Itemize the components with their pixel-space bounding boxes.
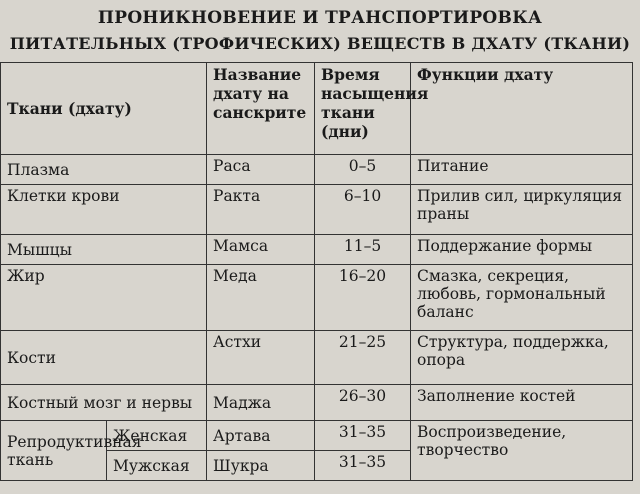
cell-sanskrit: Шукра xyxy=(207,451,315,481)
cell-time: 31–35 xyxy=(315,451,411,481)
cell-function: Смазка, секреция, любовь, гормональный баланс xyxy=(411,265,633,331)
table-row xyxy=(1,331,633,385)
cell-function: Структура, поддержка, опора xyxy=(411,331,633,385)
cell-tissue: Мышцы xyxy=(1,235,207,265)
cell-tissue: Клетки крови xyxy=(1,185,207,235)
cell-time: 11–5 xyxy=(315,235,411,265)
table-row xyxy=(1,265,633,331)
table-row xyxy=(1,421,633,451)
cell-sanskrit: Мамса xyxy=(207,235,315,265)
cell-function: Прилив сил, циркуляция праны xyxy=(411,185,633,235)
cell-sanskrit: Раса xyxy=(207,155,315,185)
cell-time: 26–30 xyxy=(315,385,411,421)
cell-sanskrit: Артава xyxy=(207,421,315,451)
cell-time: 16–20 xyxy=(315,265,411,331)
page-subtitle: ПИТАТЕЛЬНЫХ (ТРОФИЧЕСКИХ) ВЕЩЕСТВ В ДХАТУ (ТКАНИ) xyxy=(9,34,631,53)
cell-tissue-reproductive: Репродуктивная ткань xyxy=(1,421,107,481)
header-sanskrit: Название дхату на санскрите xyxy=(207,63,315,155)
header-tissue: Ткани (дхату) xyxy=(1,63,207,155)
cell-subtype-male: Мужская xyxy=(107,451,207,481)
cell-time: 6–10 xyxy=(315,185,411,235)
cell-tissue: Костный мозг и нервы xyxy=(1,385,207,421)
cell-time: 31–35 xyxy=(315,421,411,451)
cell-subtype-female: Женская xyxy=(107,421,207,451)
table-row xyxy=(1,385,633,421)
cell-sanskrit: Астхи xyxy=(207,331,315,385)
table-row xyxy=(1,155,633,185)
header-functions: Функции дхату xyxy=(411,63,633,155)
cell-time: 21–25 xyxy=(315,331,411,385)
cell-function: Заполнение костей xyxy=(411,385,633,421)
table-row xyxy=(1,185,633,235)
cell-sanskrit: Меда xyxy=(207,265,315,331)
cell-tissue: Плазма xyxy=(1,155,207,185)
cell-time: 0–5 xyxy=(315,155,411,185)
page-title: ПРОНИКНОВЕНИЕ И ТРАНСПОРТИРОВКА xyxy=(97,8,543,28)
cell-sanskrit: Маджа xyxy=(207,385,315,421)
table-row xyxy=(1,235,633,265)
cell-tissue: Кости xyxy=(1,331,207,385)
dhatu-table xyxy=(0,62,633,481)
cell-function: Воспроизведение, творчество xyxy=(411,421,633,481)
cell-sanskrit: Ракта xyxy=(207,185,315,235)
cell-function: Поддержание формы xyxy=(411,235,633,265)
table-header-row xyxy=(1,63,633,155)
cell-function: Питание xyxy=(411,155,633,185)
header-time: Время насыщения ткани (дни) xyxy=(315,63,411,155)
cell-tissue: Жир xyxy=(1,265,207,331)
